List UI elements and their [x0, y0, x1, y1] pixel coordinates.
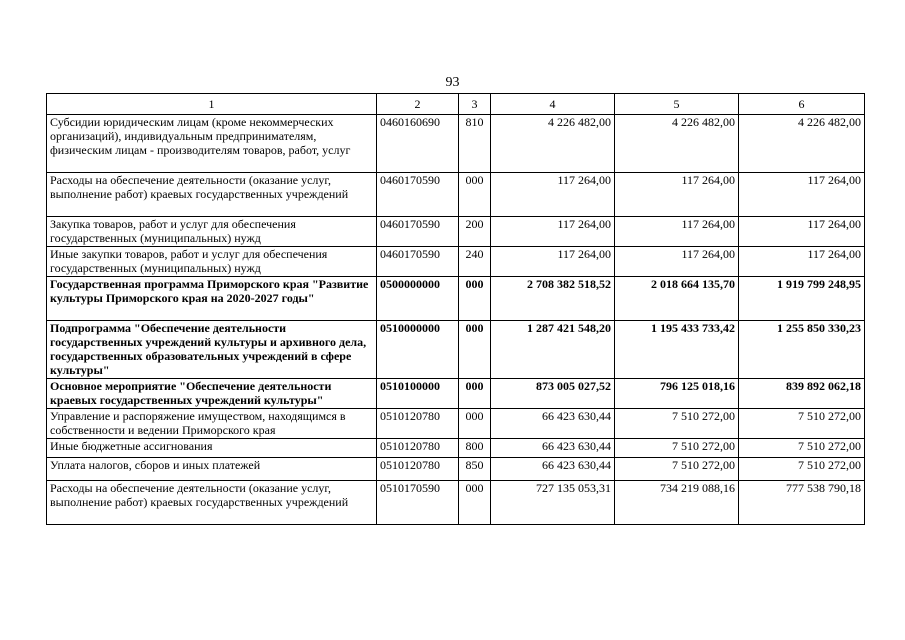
table-row: [47, 217, 865, 247]
column-header-1: 1: [47, 94, 377, 115]
amount-col-6: 7 510 272,00: [739, 409, 865, 439]
table-body: [47, 115, 865, 525]
amount-col-5: 7 510 272,00: [615, 458, 739, 481]
expense-name: Иные бюджетные ассигнования: [47, 439, 377, 458]
amount-col-6: 117 264,00: [739, 247, 865, 277]
expense-name: Расходы на обеспечение деятельности (оказание услуг, выполнение работ) краевых государственных учреждений: [47, 481, 377, 525]
amount-col-6: 117 264,00: [739, 217, 865, 247]
expense-name: Основное мероприятие "Обеспечение деятельности краевых государственных учреждений культуры": [47, 379, 377, 409]
amount-col-5: 7 510 272,00: [615, 409, 739, 439]
target-article-code: 0510120780: [377, 439, 459, 458]
amount-col-4: 2 708 382 518,52: [491, 277, 615, 321]
column-header-3: 3: [459, 94, 491, 115]
expense-type-code: 000: [459, 379, 491, 409]
column-header-5: 5: [615, 94, 739, 115]
expense-name: Управление и распоряжение имуществом, находящимся в собственности и ведении Приморского края: [47, 409, 377, 439]
column-header-6: 6: [739, 94, 865, 115]
amount-col-4: 1 287 421 548,20: [491, 321, 615, 379]
target-article-code: 0510170590: [377, 481, 459, 525]
expense-type-code: 800: [459, 439, 491, 458]
target-article-code: 0510100000: [377, 379, 459, 409]
amount-col-4: 117 264,00: [491, 217, 615, 247]
expense-type-code: 200: [459, 217, 491, 247]
amount-col-5: 117 264,00: [615, 247, 739, 277]
table-row: [47, 409, 865, 439]
amount-col-5: 2 018 664 135,70: [615, 277, 739, 321]
budget-table: [46, 93, 865, 525]
column-header-4: 4: [491, 94, 615, 115]
target-article-code: 0510120780: [377, 409, 459, 439]
expense-type-code: 000: [459, 481, 491, 525]
table-row: [47, 115, 865, 173]
amount-col-5: 1 195 433 733,42: [615, 321, 739, 379]
expense-name: Государственная программа Приморского края "Развитие культуры Приморского края на 2020-2027 годы": [47, 277, 377, 321]
table-header: [47, 94, 865, 115]
amount-col-5: 734 219 088,16: [615, 481, 739, 525]
amount-col-6: 7 510 272,00: [739, 458, 865, 481]
header-row: [47, 94, 865, 115]
expense-type-code: 850: [459, 458, 491, 481]
table-row-program: [47, 277, 865, 321]
expense-type-code: 810: [459, 115, 491, 173]
expense-name: Субсидии юридическим лицам (кроме некоммерческих организаций), индивидуальным предпринимателям, физическим лицам - производителям товаров, работ, услуг: [47, 115, 377, 173]
amount-col-4: 117 264,00: [491, 173, 615, 217]
table-row: [47, 247, 865, 277]
target-article-code: 0460170590: [377, 247, 459, 277]
amount-col-4: 4 226 482,00: [491, 115, 615, 173]
expense-name: Закупка товаров, работ и услуг для обеспечения государственных (муниципальных) нужд: [47, 217, 377, 247]
amount-col-5: 4 226 482,00: [615, 115, 739, 173]
amount-col-4: 727 135 053,31: [491, 481, 615, 525]
target-article-code: 0460160690: [377, 115, 459, 173]
amount-col-5: 117 264,00: [615, 173, 739, 217]
expense-name: Подпрограмма "Обеспечение деятельности государственных учреждений культуры и архивного дела, государственных образовательных учреждений в сфере культуры": [47, 321, 377, 379]
table-row-subprogram: [47, 321, 865, 379]
expense-name: Расходы на обеспечение деятельности (оказание услуг, выполнение работ) краевых государственных учреждений: [47, 173, 377, 217]
table-row: [47, 439, 865, 458]
amount-col-6: 1 919 799 248,95: [739, 277, 865, 321]
target-article-code: 0510000000: [377, 321, 459, 379]
target-article-code: 0510120780: [377, 458, 459, 481]
expense-type-code: 000: [459, 277, 491, 321]
amount-col-6: 117 264,00: [739, 173, 865, 217]
table-row-main-activity: [47, 379, 865, 409]
expense-name: Уплата налогов, сборов и иных платежей: [47, 458, 377, 481]
amount-col-6: 839 892 062,18: [739, 379, 865, 409]
amount-col-5: 7 510 272,00: [615, 439, 739, 458]
expense-type-code: 000: [459, 409, 491, 439]
amount-col-4: 66 423 630,44: [491, 458, 615, 481]
amount-col-6: 777 538 790,18: [739, 481, 865, 525]
amount-col-5: 117 264,00: [615, 217, 739, 247]
amount-col-4: 66 423 630,44: [491, 409, 615, 439]
column-header-2: 2: [377, 94, 459, 115]
page-number: 93: [445, 75, 460, 90]
amount-col-6: 7 510 272,00: [739, 439, 865, 458]
target-article-code: 0500000000: [377, 277, 459, 321]
amount-col-6: 4 226 482,00: [739, 115, 865, 173]
table-row: [47, 481, 865, 525]
amount-col-4: 66 423 630,44: [491, 439, 615, 458]
amount-col-4: 117 264,00: [491, 247, 615, 277]
expense-type-code: 000: [459, 173, 491, 217]
target-article-code: 0460170590: [377, 217, 459, 247]
table-row: [47, 458, 865, 481]
expense-name: Иные закупки товаров, работ и услуг для обеспечения государственных (муниципальных) нужд: [47, 247, 377, 277]
target-article-code: 0460170590: [377, 173, 459, 217]
expense-type-code: 000: [459, 321, 491, 379]
amount-col-5: 796 125 018,16: [615, 379, 739, 409]
amount-col-6: 1 255 850 330,23: [739, 321, 865, 379]
expense-type-code: 240: [459, 247, 491, 277]
table-row: [47, 173, 865, 217]
amount-col-4: 873 005 027,52: [491, 379, 615, 409]
